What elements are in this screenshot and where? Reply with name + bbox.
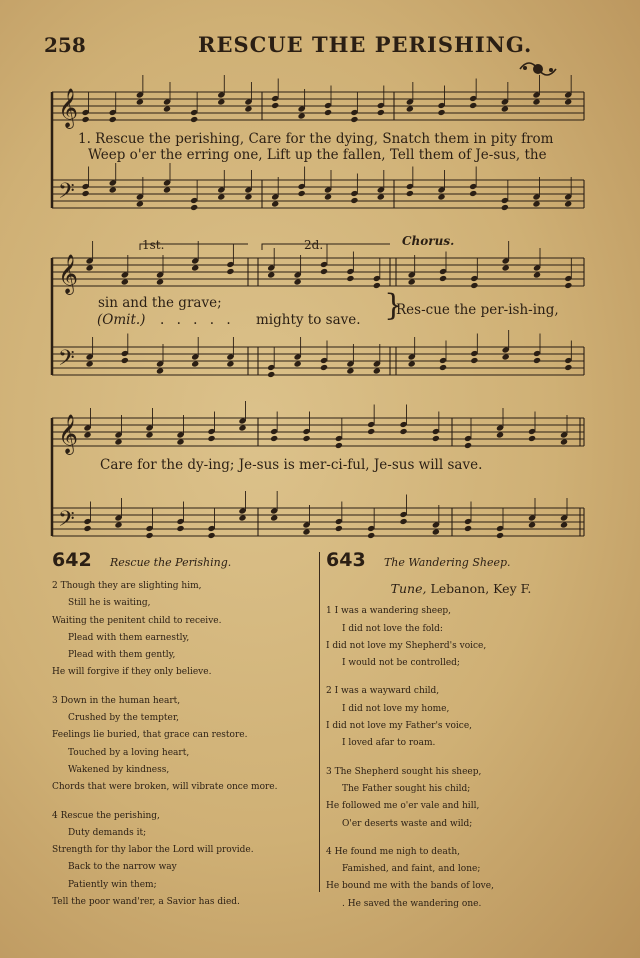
system3-lyrics-line1: Care for the dy-ing; Je-sus is mer-ci-ful, Je-sus will save. [100,457,483,473]
system1-bass-note [271,200,279,207]
page-title: RESCUE THE PERISHING. [198,32,533,57]
hymn642-verse [52,693,314,797]
second-ending-bracket [262,244,390,250]
system2-bass-note [533,357,541,364]
system1-lyrics-line2: Weep o'er the erring one, Lift up the fallen, Tell them of Je-sus, the [88,147,547,163]
system2-chorus-lyrics: Res-cue the per-ish-ing, [396,302,559,318]
hymn643-verse-line: . He saved the wandering one. [342,898,482,909]
system2-treble-note [533,271,541,278]
system3-bass-note [176,525,184,532]
system2-treble-note [502,264,510,271]
system1-treble-note [350,116,358,123]
hymn643-verse-line: He followed me o'er vale and hill, [326,801,480,812]
system3-bass-note [238,514,246,521]
hymn-643 [326,549,596,924]
system2-bass-note [439,364,447,371]
system1-treble-note [271,102,279,109]
system1-bass-note [244,193,252,200]
system1-treble-note [532,98,540,105]
system2-bass-note [86,360,94,367]
system3-bass-note [560,521,568,528]
system3-treble-note [176,438,184,445]
system1-bass-note [532,200,540,207]
hymn642-verse-line: Crushed by the tempter, [68,713,180,724]
tune-value: Lebanon, Key F. [430,581,532,596]
system3-bass-note [367,532,375,539]
hymn642-verse-line: Patiently win them; [68,879,157,890]
system2-treble-note [156,278,164,285]
system2-bass-note [226,360,234,367]
system2-treble-note [121,278,129,285]
system3-treble-note [145,431,153,438]
hymn643-verse [326,603,596,672]
system1-treble-note [501,105,509,112]
hymn642-verse [52,808,314,912]
system1-treble-note [82,116,90,123]
system3-bass-note [207,532,215,539]
hymn642-verse-line: He will forgive if they only believe. [52,667,212,678]
system2-bass-note [156,367,164,374]
system1-treble-note [190,116,198,123]
hymn-643-tune [326,580,596,597]
hymn643-verse-line: 4 He found me nigh to death, [326,846,461,857]
hymn643-verse-line: O'er deserts waste and wild; [342,818,473,829]
system2-treble-note [226,268,234,275]
system1-treble-clef-icon: 𝄞 [58,88,79,128]
hymn643-verse-line: I did not love my Shepherd's voice, [326,640,487,651]
hymn642-verse-line: Chords that were broken, will vibrate once more. [52,782,278,793]
system2-treble-note [86,264,94,271]
system1-bass-note [324,193,332,200]
system2-bass-note [294,360,302,367]
system1-treble-note [298,112,306,119]
hymn642-verse-line: Still he is waiting, [68,598,151,609]
system1-bass-note [136,200,144,207]
system3-bass-note [464,525,472,532]
tune-label: Tune, [390,581,427,596]
system3-bass-clef-icon: 𝄢 [58,507,75,537]
hymn642-verse-line: Wakened by kindness, [68,764,170,775]
system1-bass-note [298,190,306,197]
hymn643-verse-line: I did not love my home, [342,703,450,714]
system3-bass-note [114,521,122,528]
hymn643-verse-line: 2 I was a wayward child, [326,686,440,697]
hymn642-verse-line: 2 Though they are slighting him, [52,581,202,591]
system3-treble-note [207,435,215,442]
system1-treble-note [469,102,477,109]
system3-treble-note [528,435,536,442]
hymn642-verse-line: Waiting the penitent child to receive. [52,615,222,626]
hymn642-verse-line: Touched by a loving heart, [68,747,190,758]
system3-bass-note [302,528,310,535]
hymn642-verse-line: 3 Down in the human heart, [52,695,181,706]
system2-lyrics-mighty: mighty to save. [256,312,361,328]
hymn642-verse-line: Plead with them earnestly, [68,632,190,643]
system1-treble-note [437,109,445,116]
system3-treble-note [399,428,407,435]
system3-treble-note [560,438,568,445]
system1-treble-note [244,105,252,112]
system2-bass-note [267,371,275,378]
system2-bass-note [470,357,478,364]
system3-treble-note [432,435,440,442]
hymn-643-title: The Wandering Sheep. [383,556,511,569]
system3-bass-note [399,518,407,525]
system1-bass-note [163,186,171,193]
system3-treble-note [302,435,310,442]
hymn642-verse-line: 4 Rescue the perishing, [52,810,160,821]
hymn643-verse-line: I did not love the fold: [342,623,443,634]
system2-treble-note [470,282,478,289]
system1-treble-note [406,105,414,112]
system1-bass-note [469,190,477,197]
system1-bass-note [350,197,358,204]
hymn642-verse-line: Back to the narrow way [68,862,177,873]
hymn642-verse-line: Duty demands it; [68,827,147,838]
system1-bass-note [190,204,198,211]
hymn643-verse-line: I did not love my Father's voice, [326,721,473,732]
system1-treble-note [136,98,144,105]
system1-lyrics-line1: 1. Rescue the perishing, Care for the dying, Snatch them in pity from [78,131,554,147]
hymn643-verse [326,683,596,752]
system2-bass-note [408,360,416,367]
hymn642-verse-line: Plead with them gently, [68,650,176,661]
system1-bass-note [217,193,225,200]
system2-treble-clef-icon: 𝄞 [58,254,79,294]
hymn-642-header [52,549,314,576]
system2-treble-note [439,275,447,282]
hymn643-verse [326,764,596,833]
hymn-642-number: 642 [52,549,92,571]
system3-bass-note [83,525,91,532]
system2-treble-note [320,268,328,275]
system3-treble-note [270,435,278,442]
system1-treble-note [564,98,572,105]
system2-treble-note [564,282,572,289]
system2-bass-clef-icon: 𝄢 [58,346,75,376]
hymn-642-title: Rescue the Perishing. [109,556,232,569]
hymn643-verse-line: 3 The Shepherd sought his sheep, [326,766,482,777]
system3-bass-note [270,514,278,521]
system1-treble-note [377,109,385,116]
system3-bass-note [145,532,153,539]
hymn643-verse-line: Famished, and faint, and lone; [342,864,481,875]
system3-treble-note [238,424,246,431]
first-ending-label: 1st. [142,238,165,252]
system3-bass-note [496,532,504,539]
hymn-643-number: 643 [326,549,366,571]
system3-bass-note [432,528,440,535]
system3-treble-note [83,431,91,438]
hymn-642 [52,549,314,922]
system2-omit-dots: . . . . . [160,312,235,328]
chorus-label: Chorus. [402,234,455,248]
column-divider [319,552,320,892]
lyrics-brace: } [384,288,404,323]
system3-treble-clef-icon: 𝄞 [58,414,79,454]
system2-bass-note [564,364,572,371]
system1-treble-note [217,98,225,105]
system3-treble-note [464,442,472,449]
system1-bass-clef-icon: 𝄢 [58,179,75,209]
system2-treble-note [373,282,381,289]
system3-treble-note [367,428,375,435]
system1-treble-note [109,116,117,123]
system1-bass-note [406,190,414,197]
system2-bass-note [320,364,328,371]
system2-lyrics-line1: sin and the grave; [98,295,222,311]
system2-bass-note [502,353,510,360]
hymn-643-header [326,549,596,576]
system1-bass-note [564,200,572,207]
system1-bass-note [82,190,90,197]
system2-treble-note [408,278,416,285]
hymn643-verse [326,844,596,913]
system1-treble-note [324,109,332,116]
system1-bass-note [437,193,445,200]
system2-treble-note [267,271,275,278]
system1-bass-note [109,186,117,193]
system3-treble-note [496,431,504,438]
hymn643-verse-line: I would not be controlled; [342,658,460,669]
hymn642-verse [52,578,314,682]
system2-bass-note [373,367,381,374]
hymn643-verse-line: I loved afar to roam. [342,738,436,749]
system3-treble-note [114,438,122,445]
page-number: 258 [44,33,86,57]
system2-bass-note [121,357,129,364]
system3-bass-note [335,525,343,532]
system2-treble-note [294,278,302,285]
hymn642-verse-line: Tell the poor wand'rer, a Savior has died. [52,897,240,908]
system1-bass-note [501,204,509,211]
system2-treble-note [191,264,199,271]
system3-bass-note [528,521,536,528]
hymn642-verse-line: Strength for thy labor the Lord will provide. [52,845,254,856]
system2-omit-label: (Omit.) [97,312,146,328]
hymn643-verse-line: He bound me with the bands of love, [326,881,494,892]
second-ending-label: 2d. [304,238,324,252]
hymn643-verse-line: 1 I was a wandering sheep, [326,606,452,617]
hymn642-verse-line: Feelings lie buried, that grace can restore. [52,730,248,741]
system3-treble-note [335,442,343,449]
system2-bass-note [346,367,354,374]
system2-bass-note [191,360,199,367]
system1-bass-note [377,193,385,200]
system1-treble-note [163,105,171,112]
system2-treble-note [346,275,354,282]
hymn643-verse-line: The Father sought his child; [342,783,471,794]
